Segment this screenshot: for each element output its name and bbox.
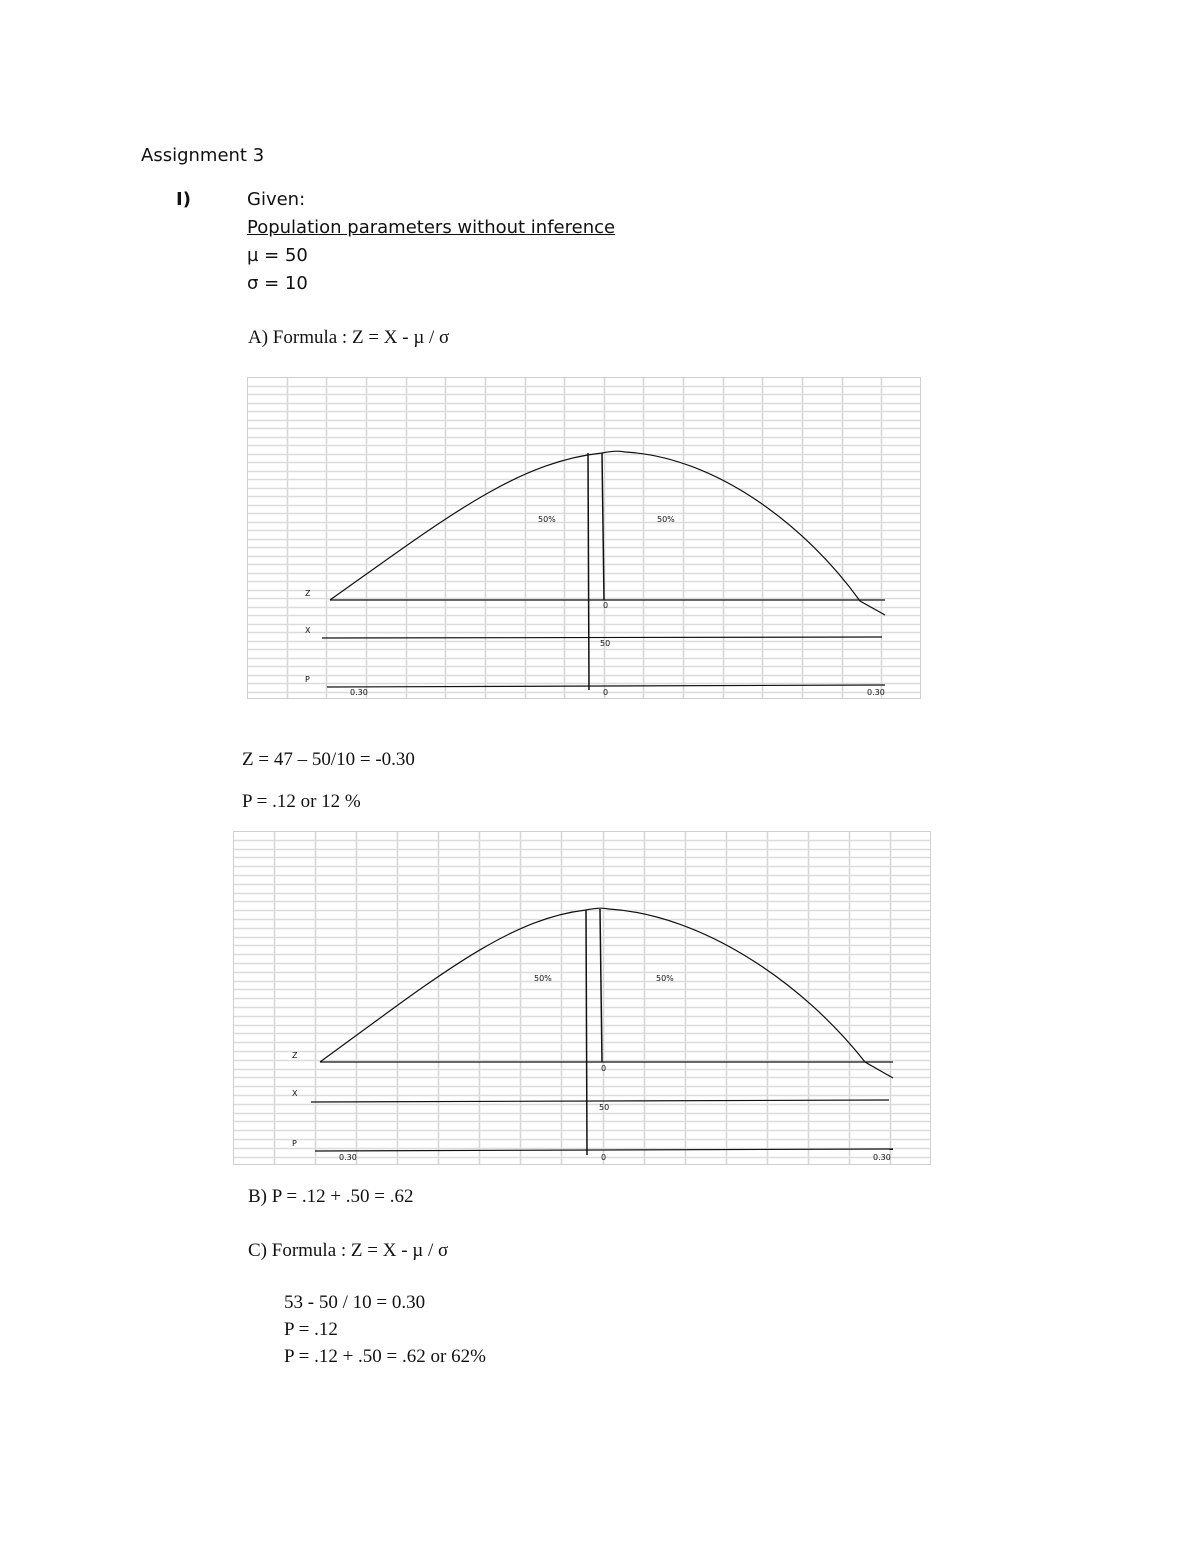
mean-line-left <box>586 910 587 1155</box>
normal-curve-chart-1 <box>247 377 921 699</box>
chart-2-svg <box>233 831 931 1165</box>
left-area-label: 50% <box>538 515 556 524</box>
mu-value: µ = 50 <box>247 245 308 266</box>
sigma-value: σ = 10 <box>247 273 308 294</box>
z-row-label: Z <box>292 1051 298 1060</box>
part-a-formula: A) Formula : Z = X - µ / σ <box>248 327 450 348</box>
chart-1-grid <box>247 377 921 699</box>
z-row-label: Z <box>305 589 311 598</box>
x-row-label: X <box>292 1089 298 1098</box>
x-center-value: 50 <box>600 639 611 648</box>
x-center-value: 50 <box>599 1103 610 1112</box>
right-area-label: 50% <box>656 974 674 983</box>
p-center-value: 0 <box>603 688 609 697</box>
part-c-line-3: P = .12 + .50 = .62 or 62% <box>284 1346 486 1367</box>
left-area-label: 50% <box>534 974 552 983</box>
z-center-value: 0 <box>601 1064 607 1073</box>
p-right-value: 0.30 <box>873 1153 891 1162</box>
section-number: I) <box>176 189 191 210</box>
z-center-value: 0 <box>603 601 609 610</box>
given-label: Given: <box>247 189 306 210</box>
p-left-value: 0.30 <box>339 1153 357 1162</box>
normal-curve-chart-2 <box>233 831 931 1165</box>
mean-line-right <box>600 909 602 1062</box>
part-c-line-2: P = .12 <box>284 1319 338 1340</box>
p-row-label: P <box>292 1139 297 1148</box>
chart-1-svg <box>247 377 921 699</box>
p-right-value: 0.30 <box>867 688 885 697</box>
part-c-line-1: 53 - 50 / 10 = 0.30 <box>284 1292 426 1313</box>
part-a-z-calc: Z = 47 – 50/10 = -0.30 <box>242 749 415 770</box>
chart-2-grid <box>233 831 931 1165</box>
mean-line-left <box>588 453 589 690</box>
bell-curve <box>320 908 893 1078</box>
p-left-value: 0.30 <box>350 688 368 697</box>
document-title: Assignment 3 <box>141 145 265 166</box>
section-subtitle: Population parameters without inference <box>247 217 616 238</box>
part-c-formula: C) Formula : Z = X - µ / σ <box>248 1240 449 1261</box>
p-center-value: 0 <box>601 1153 607 1162</box>
x-row-label: X <box>305 626 311 635</box>
part-a-p-calc: P = .12 or 12 % <box>242 791 361 812</box>
mean-line-right <box>602 453 604 600</box>
p-axis <box>327 685 885 687</box>
p-row-label: P <box>305 675 310 684</box>
part-b-line: B) P = .12 + .50 = .62 <box>248 1186 414 1207</box>
right-area-label: 50% <box>657 515 675 524</box>
